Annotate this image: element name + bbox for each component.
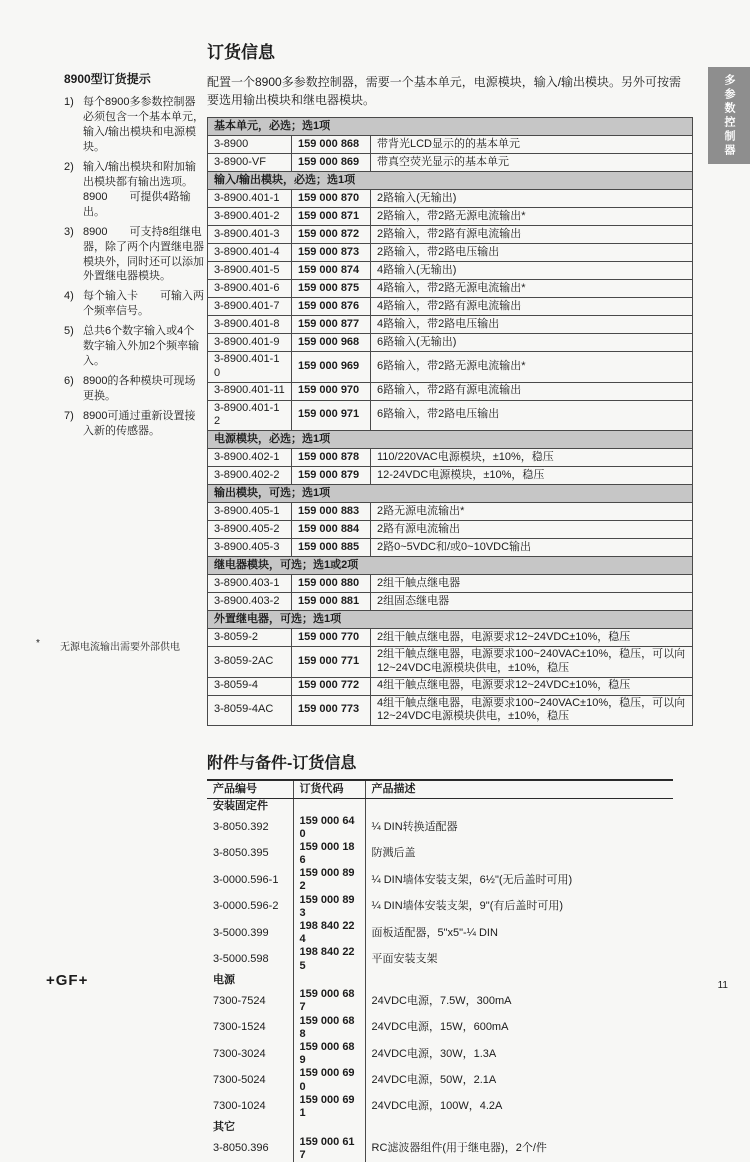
description-cell: 4组干触点继电器，电源要求100~240VAC±10%，稳压，可以向12~24VDC电源模块供电，±10%，稳压: [371, 695, 693, 726]
description-cell: 4路输入，带2路电压输出: [371, 316, 693, 334]
product-code-cell: 3-8900.401-5: [208, 262, 292, 280]
product-code-cell: 3-8900.405-3: [208, 539, 292, 557]
table-row: [208, 449, 693, 467]
main-content: [207, 38, 693, 1162]
product-code-cell: 3-8900.405-1: [208, 503, 292, 521]
description-cell: ¼ DIN转换适配器: [365, 815, 673, 841]
section-header: 外置继电器，可选；选1项: [208, 611, 693, 629]
description-cell: 4路输入，带2路无源电流输出*: [371, 280, 693, 298]
description-cell: 带背光LCD显示的的基本单元: [371, 136, 693, 154]
product-code-cell: 3-8900.401-2: [208, 208, 292, 226]
column-header: 产品描述: [365, 780, 673, 799]
order-code-cell: [293, 1120, 365, 1136]
order-code-cell: 159 000 883: [292, 503, 371, 521]
product-code-cell: 7300-7524: [213, 994, 266, 1007]
table-row: [208, 334, 693, 352]
sidebar-note: [64, 409, 205, 439]
table-row: [208, 539, 693, 557]
order-code-cell: 159 000 773: [292, 695, 371, 726]
section-header-row: [208, 557, 693, 575]
table-row: [208, 467, 693, 485]
note-text: 总共6个数字输入或4个数字输入外加2个频率输入。: [83, 325, 200, 368]
table-row: [207, 920, 673, 946]
order-code-cell: 159 000 870: [292, 190, 371, 208]
table-row: [208, 647, 693, 678]
description-cell: 2组干触点继电器: [371, 575, 693, 593]
description-cell: 带真空荧光显示的基本单元: [371, 154, 693, 172]
accessories-table: [207, 779, 673, 1162]
accessories-title: 附件与备件-订货信息: [207, 755, 357, 772]
accessories-header-row: [207, 780, 673, 799]
product-code-cell: 3-8050.396: [213, 1142, 269, 1155]
group-label: 电源: [213, 973, 235, 986]
description-cell: 12-24VDC电源模块，±10%，稳压: [371, 467, 693, 485]
description-cell: 24VDC电源，30W，1.3A: [365, 1041, 673, 1067]
group-label: 安装固定件: [213, 800, 268, 813]
description-cell: ¼ DIN墙体安装支架，6½"(无后盖时可用): [365, 867, 673, 893]
note-text: 输入/输出模块和附加输出模块都有输出选项。8900 可提供4路输出。: [83, 160, 197, 218]
table-row: [208, 352, 693, 383]
description-cell: 2路有源电流输出: [371, 521, 693, 539]
order-code-cell: [293, 973, 365, 989]
description-cell: RC滤波器组件(用于继电器)，2个/件: [365, 1136, 673, 1162]
note-text: 8900 可支持8组继电器，除了两个内置继电器模块外，同时还可以添加外置继电器模块。: [83, 225, 204, 283]
product-code-cell: 3-8900.401-1: [208, 190, 292, 208]
product-code-cell: 7300-5024: [213, 1073, 266, 1086]
order-code-cell: 159 000 878: [292, 449, 371, 467]
note-number: 2): [64, 160, 74, 173]
ordering-table: [207, 117, 693, 726]
sidebar-note: [64, 95, 205, 155]
gf-logo: +GF+: [46, 972, 89, 989]
order-code-cell: 159 000 874: [292, 262, 371, 280]
product-code-cell: 3-8900.402-1: [208, 449, 292, 467]
note-number: 4): [64, 290, 74, 303]
table-row: [207, 1094, 673, 1120]
description-cell: ¼ DIN墙体安装支架，9"(有后盖时可用): [365, 894, 673, 920]
product-code-cell: 3-8059-2: [208, 629, 292, 647]
order-code-cell: 159 000 770: [292, 629, 371, 647]
description-cell: 2组固态继电器: [371, 593, 693, 611]
description-cell: 2组干触点继电器，电源要求100~240VAC±10%，稳压，可以向12~24VDC电源模块供电，±10%，稳压: [371, 647, 693, 678]
order-code-cell: 159 000 869: [292, 154, 371, 172]
description-cell: 4路输入(无输出): [371, 262, 693, 280]
description-cell: 24VDC电源，7.5W，300mA: [365, 988, 673, 1014]
product-code-cell: 3-8900.401-9: [208, 334, 292, 352]
sidebar-title: 8900型订货提示: [64, 72, 151, 86]
side-tab-multiparameter-controller: [708, 67, 750, 164]
note-number: 1): [64, 96, 74, 108]
description-cell: 2路0~5VDC和/或0~10VDC输出: [371, 539, 693, 557]
order-code-cell: 159 000 968: [292, 334, 371, 352]
description-cell: 24VDC电源，100W，4.2A: [365, 1094, 673, 1120]
order-code-cell: 159 000 690: [293, 1067, 365, 1093]
page-title: 订货信息: [207, 43, 275, 62]
order-code-cell: 159 000 872: [292, 226, 371, 244]
table-row: [207, 815, 673, 841]
order-code-cell: [293, 799, 365, 815]
order-code-cell: 159 000 876: [292, 298, 371, 316]
description-cell: [365, 973, 673, 989]
order-code-cell: 159 000 885: [292, 539, 371, 557]
product-code-cell: 3-8900.401-6: [208, 280, 292, 298]
section-header: 输入/输出模块，必选；选1项: [208, 172, 693, 190]
product-code-cell: 3-8900-VF: [208, 154, 292, 172]
table-row: [208, 298, 693, 316]
description-cell: 2路输入，带2路有源电流输出: [371, 226, 693, 244]
table-row: [208, 400, 693, 431]
description-cell: 2路输入(无输出): [371, 190, 693, 208]
product-code-cell: 3-8900: [208, 136, 292, 154]
sidebar-note: [64, 160, 205, 220]
order-code-cell: 198 840 225: [293, 946, 365, 972]
order-code-cell: 159 000 880: [292, 575, 371, 593]
sidebar-note: [64, 324, 205, 369]
table-row: [208, 226, 693, 244]
order-code-cell: 159 000 772: [292, 677, 371, 695]
product-code-cell: 3-8900.402-2: [208, 467, 292, 485]
table-row: [208, 521, 693, 539]
product-code-cell: 7300-1524: [213, 1021, 266, 1034]
table-row: [208, 154, 693, 172]
table-row: [207, 867, 673, 893]
product-code-cell: 3-8900.405-2: [208, 521, 292, 539]
table-row: [208, 629, 693, 647]
product-code-cell: 3-5000.598: [213, 952, 269, 965]
description-cell: 110/220VAC电源模块，±10%，稳压: [371, 449, 693, 467]
note-number: 7): [64, 410, 74, 423]
table-row: [207, 841, 673, 867]
product-code-cell: 3-0000.596-2: [213, 900, 279, 913]
ordering-notes-sidebar: [64, 70, 205, 444]
description-cell: 6路输入，带2路无源电流输出*: [371, 352, 693, 383]
table-row: [208, 677, 693, 695]
order-code-cell: 159 000 691: [293, 1094, 365, 1120]
product-code-cell: 3-8900.403-1: [208, 575, 292, 593]
footnote-text: 无源电流输出需要外部供电: [60, 642, 180, 653]
description-cell: 2路输入，带2路无源电流输出*: [371, 208, 693, 226]
product-code-cell: 7300-3024: [213, 1047, 266, 1060]
sidebar-note: [64, 225, 205, 285]
description-cell: 2路无源电流输出*: [371, 503, 693, 521]
column-header: 产品编号: [207, 780, 293, 799]
product-code-cell: 3-8900.401-8: [208, 316, 292, 334]
product-code-cell: 3-8050.392: [213, 821, 269, 834]
note-number: 6): [64, 375, 74, 388]
product-code-cell: 3-8900.401-3: [208, 226, 292, 244]
order-code-cell: 159 000 969: [292, 352, 371, 383]
description-cell: [365, 1120, 673, 1136]
product-code-cell: 3-8900.401-10: [208, 352, 292, 383]
sidebar-note: [64, 289, 205, 319]
note-number: 3): [64, 225, 74, 238]
order-code-cell: 159 000 873: [292, 244, 371, 262]
note-text: 8900可通过重新设置接入新的传感器。: [83, 410, 196, 438]
table-row: [208, 695, 693, 726]
footnote: [36, 638, 211, 653]
table-row: [208, 503, 693, 521]
table-row: [208, 316, 693, 334]
order-code-cell: 159 000 689: [293, 1041, 365, 1067]
table-row: [208, 280, 693, 298]
table-row: [208, 244, 693, 262]
note-text: 每个输入卡 可输入两个频率信号。: [83, 290, 204, 318]
description-cell: 2路输入，带2路电压输出: [371, 244, 693, 262]
description-cell: 4组干触点继电器，电源要求12~24VDC±10%，稳压: [371, 677, 693, 695]
product-code-cell: 3-8059-4: [208, 677, 292, 695]
order-code-cell: 159 000 640: [293, 815, 365, 841]
order-code-cell: 159 000 971: [292, 400, 371, 431]
order-code-cell: 159 000 687: [293, 988, 365, 1014]
product-code-cell: 3-0000.596-1: [213, 873, 279, 886]
section-header: 基本单元，必选；选1项: [208, 118, 693, 136]
table-row: [207, 1041, 673, 1067]
order-code-cell: 159 000 871: [292, 208, 371, 226]
section-header: 电源模块，必选；选1项: [208, 431, 693, 449]
product-code-cell: 3-8900.401-12: [208, 400, 292, 431]
group-label-row: [207, 799, 673, 815]
page-number: 11: [717, 980, 728, 991]
table-row: [208, 136, 693, 154]
table-row: [207, 946, 673, 972]
description-cell: 4路输入，带2路有源电流输出: [371, 298, 693, 316]
table-row: [207, 1015, 673, 1041]
description-cell: 6路输入，带2路有源电流输出: [371, 382, 693, 400]
note-text: 8900的各种模块可现场更换。: [83, 375, 196, 403]
table-row: [208, 575, 693, 593]
order-code-cell: 159 000 875: [292, 280, 371, 298]
table-row: [207, 988, 673, 1014]
group-label-row: [207, 1120, 673, 1136]
group-label: 其它: [213, 1121, 235, 1134]
product-code-cell: 3-8050.395: [213, 847, 269, 860]
order-code-cell: 159 000 881: [292, 593, 371, 611]
table-row: [208, 208, 693, 226]
section-header-row: [208, 485, 693, 503]
order-code-cell: 159 000 970: [292, 382, 371, 400]
order-code-cell: 159 000 892: [293, 867, 365, 893]
order-code-cell: 198 840 224: [293, 920, 365, 946]
note-text: 每个8900多参数控制器必须包含一个基本单元，输入/输出模块和电源模块。: [83, 96, 204, 153]
product-code-cell: 3-8059-4AC: [208, 695, 292, 726]
section-header-row: [208, 611, 693, 629]
description-cell: 防溅后盖: [365, 841, 673, 867]
description-cell: [365, 799, 673, 815]
order-code-cell: 159 000 771: [292, 647, 371, 678]
footnote-marker: *: [36, 638, 40, 649]
order-code-cell: 159 000 186: [293, 841, 365, 867]
section-header-row: [208, 431, 693, 449]
order-code-cell: 159 000 868: [292, 136, 371, 154]
description-cell: 24VDC电源，50W，2.1A: [365, 1067, 673, 1093]
table-row: [208, 593, 693, 611]
order-code-cell: 159 000 893: [293, 894, 365, 920]
table-row: [208, 382, 693, 400]
section-header-row: [208, 172, 693, 190]
order-code-cell: 159 000 688: [293, 1015, 365, 1041]
description-cell: 面板适配器，5"x5"-¼ DIN: [365, 920, 673, 946]
table-row: [207, 1136, 673, 1162]
product-code-cell: 3-8900.401-7: [208, 298, 292, 316]
description-cell: 6路输入，带2路电压输出: [371, 400, 693, 431]
product-code-cell: 7300-1024: [213, 1100, 266, 1113]
product-code-cell: 3-8900.401-4: [208, 244, 292, 262]
table-row: [207, 894, 673, 920]
description-cell: 6路输入(无输出): [371, 334, 693, 352]
description-cell: 24VDC电源，15W，600mA: [365, 1015, 673, 1041]
table-row: [208, 262, 693, 280]
product-code-cell: 3-8900.401-11: [208, 382, 292, 400]
order-code-cell: 159 000 617: [293, 1136, 365, 1162]
product-code-cell: 3-5000.399: [213, 926, 269, 939]
product-code-cell: 3-8900.403-2: [208, 593, 292, 611]
group-label-row: [207, 973, 673, 989]
section-header: 输出模块，可选；选1项: [208, 485, 693, 503]
order-code-cell: 159 000 877: [292, 316, 371, 334]
section-header-row: [208, 118, 693, 136]
description-cell: 平面安装支架: [365, 946, 673, 972]
description-cell: 2组干触点继电器，电源要求12~24VDC±10%，稳压: [371, 629, 693, 647]
column-header: 订货代码: [293, 780, 365, 799]
sidebar-note: [64, 374, 205, 404]
order-code-cell: 159 000 884: [292, 521, 371, 539]
ordering-notes-list: [64, 95, 205, 439]
note-number: 5): [64, 325, 74, 338]
section-header: 继电器模块，可选；选1或2项: [208, 557, 693, 575]
side-tab-label: 多参数控制器: [723, 73, 735, 158]
table-row: [208, 190, 693, 208]
product-code-cell: 3-8059-2AC: [208, 647, 292, 678]
order-code-cell: 159 000 879: [292, 467, 371, 485]
table-row: [207, 1067, 673, 1093]
ordering-intro: 配置一个8900多参数控制器，需要一个基本单元，电源模块，输入/输出模块。另外可按需要选用输出模块和继电器模块。: [207, 75, 682, 107]
